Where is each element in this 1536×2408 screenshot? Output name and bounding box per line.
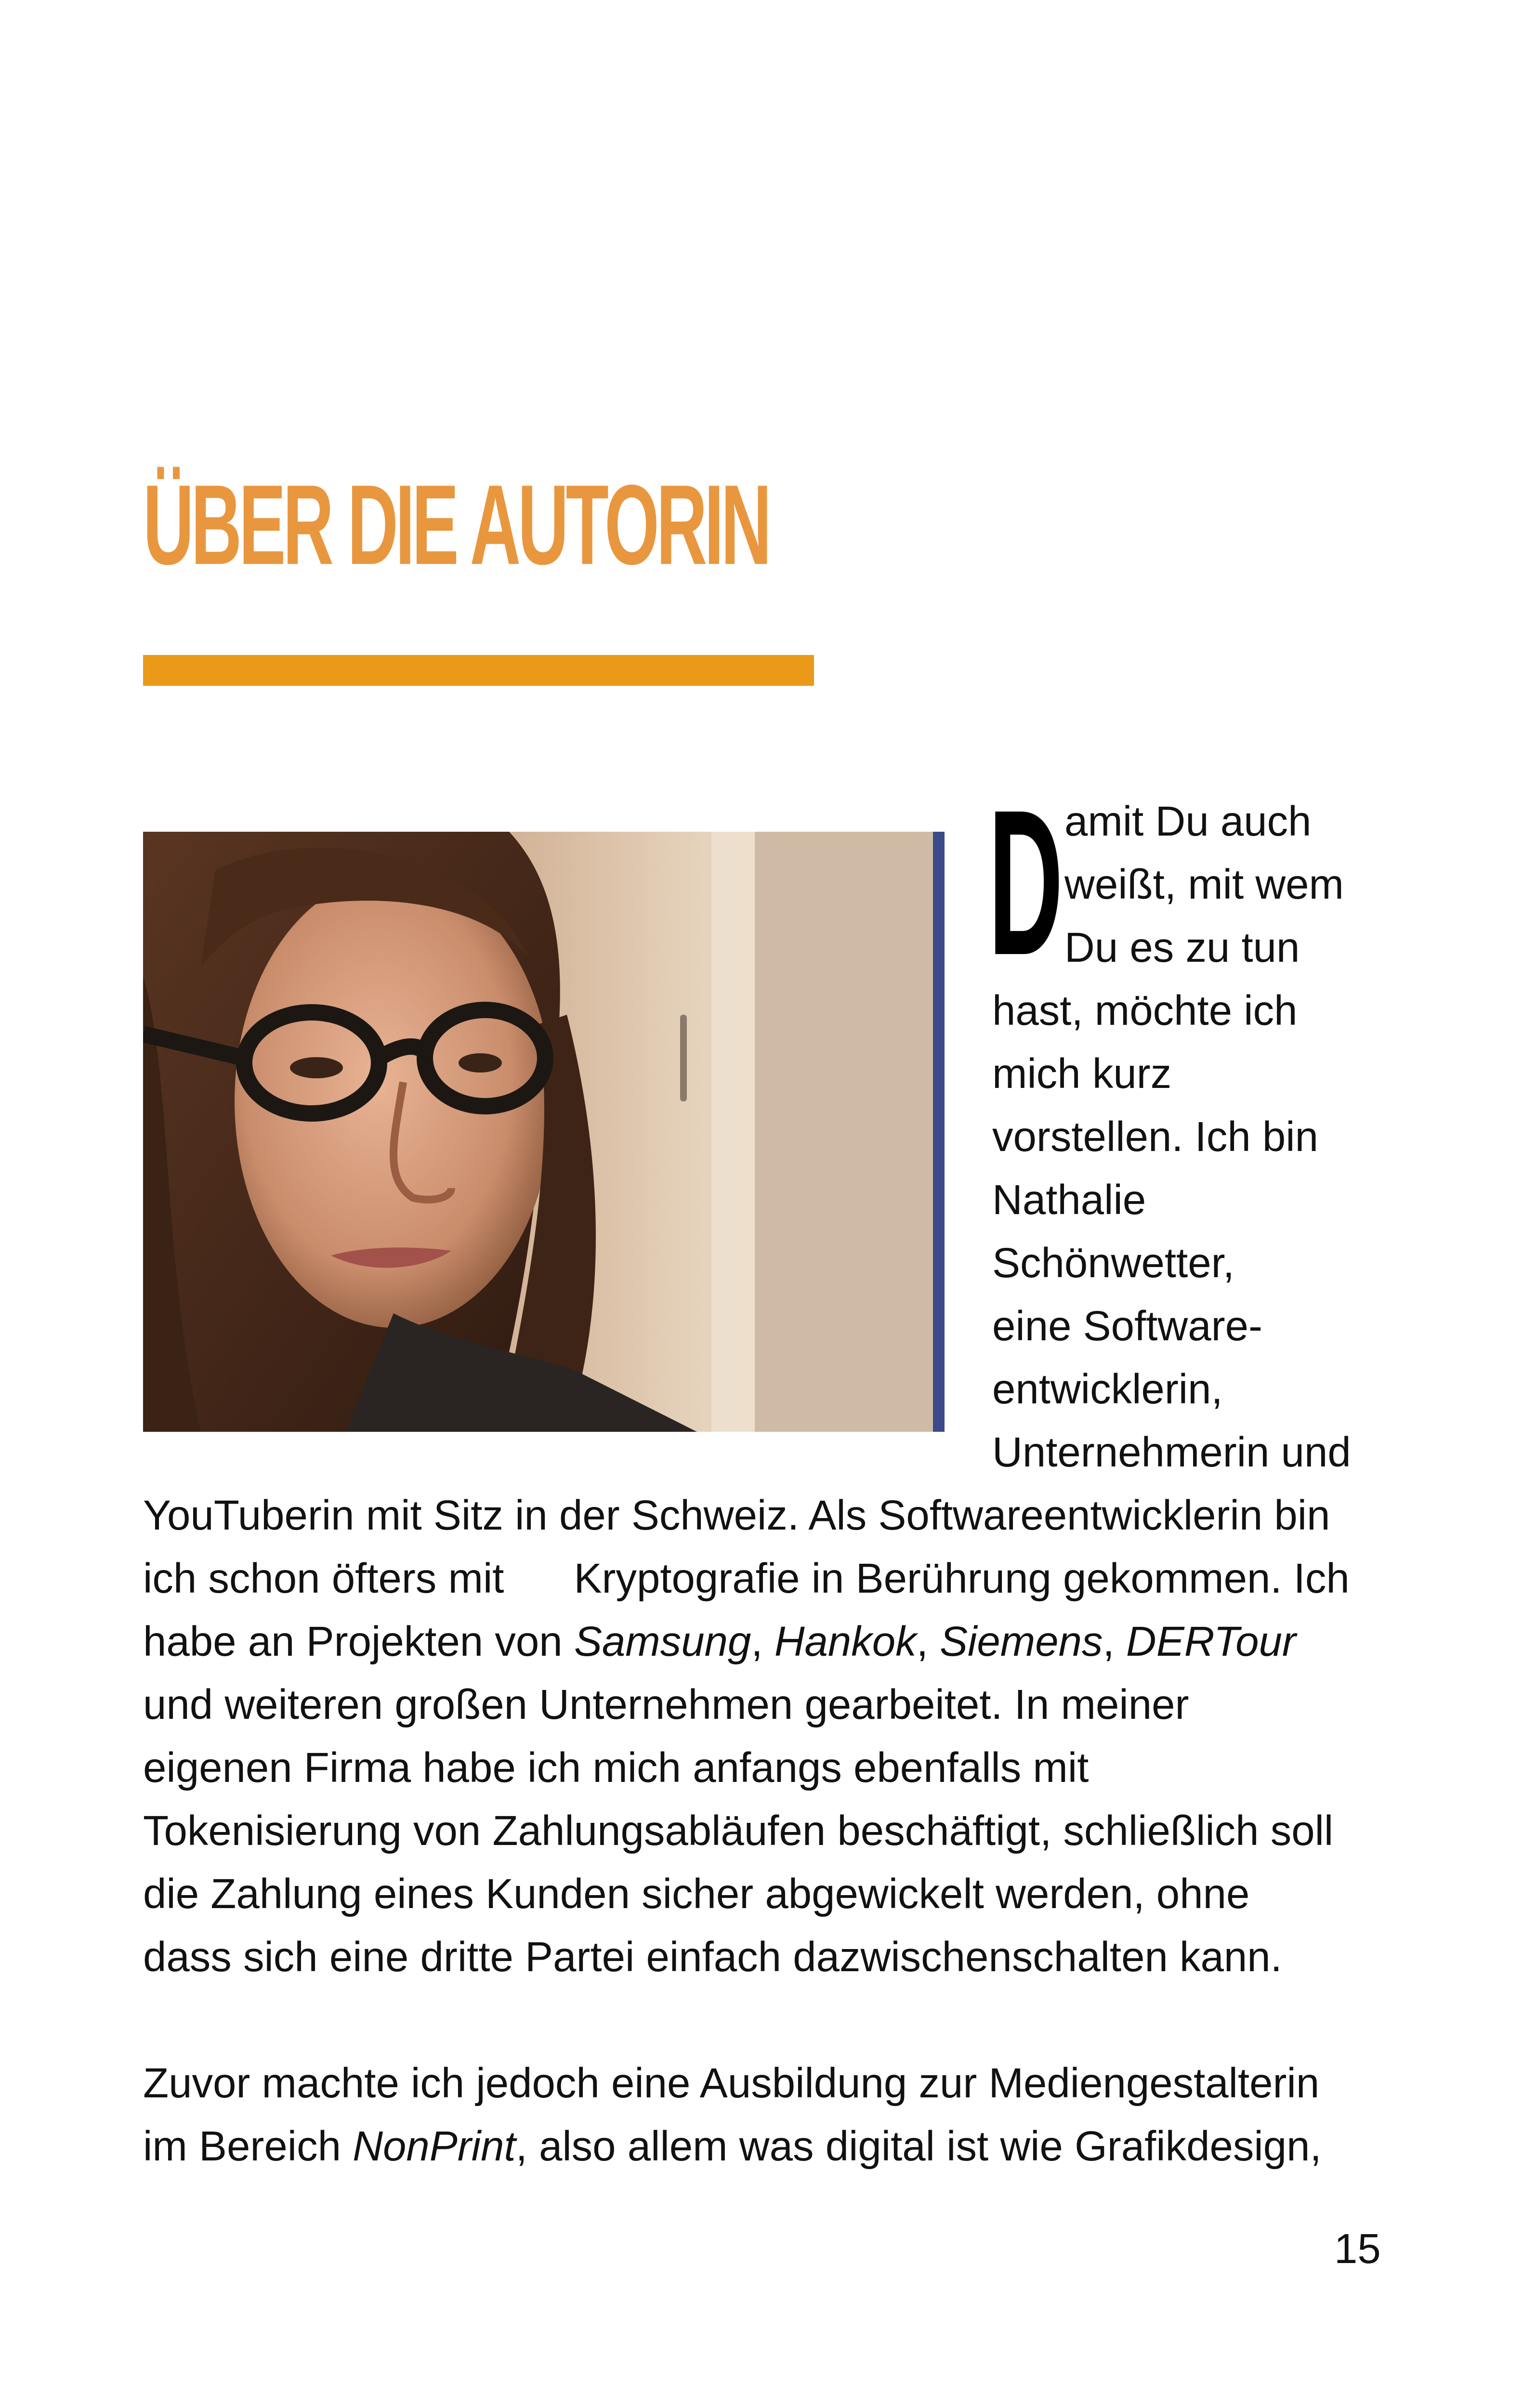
text-line — [143, 2115, 1376, 2178]
separator: , — [1103, 1618, 1126, 1665]
paragraph-break — [143, 1989, 1376, 2052]
separator: , — [916, 1618, 940, 1665]
text-line: dass sich eine dritte Partei einfach dazwischenschalten kann. — [143, 1934, 1282, 1980]
text-fragment: im Bereich — [143, 2123, 353, 2170]
separator: , — [751, 1618, 775, 1665]
text-line: die Zahlung eines Kunden sicher abgewickelt werden, ohne — [143, 1871, 1250, 1917]
company-dertour: DERTour — [1126, 1618, 1296, 1665]
text-line: amit Du auch — [1064, 798, 1312, 845]
section-title: ÜBER DIE AUTORIN — [143, 461, 769, 589]
company-siemens: Siemens — [940, 1618, 1103, 1665]
text-line: und weiteren großen Unternehmen gearbeitet. In meiner — [143, 1681, 1189, 1728]
text-line: mich kurz — [992, 1050, 1172, 1097]
text-line: YouTuberin mit Sitz in der Schweiz. Als Softwareentwicklerin bin — [143, 1492, 1330, 1539]
text-line: Du es zu tun — [1064, 924, 1300, 971]
text-line-companies — [143, 1610, 1376, 1673]
text-line: Zuvor machte ich jedoch eine Ausbildung zur Mediengestalterin — [143, 2060, 1320, 2107]
text-line: Schönwetter, — [992, 1240, 1234, 1286]
text-line: Tokenisierung von Zahlungsabläufen beschäftigt, schließlich soll — [143, 1807, 1334, 1854]
company-samsung: Samsung — [574, 1618, 751, 1665]
text-line: ich schon öfters mit Kryptografie in Berührung gekommen. Ich — [143, 1555, 1350, 1602]
text-fragment: habe an Projekten von — [143, 1618, 574, 1665]
drop-cap-letter: D — [988, 767, 1063, 998]
text-line: Unternehmerin und — [992, 1429, 1351, 1476]
text-line: eine Software- — [992, 1303, 1262, 1349]
company-hankok: Hankok — [774, 1618, 917, 1665]
text-line: weißt, mit wem — [1064, 861, 1344, 908]
text-fragment: , also allem was digital ist wie Grafikdesign, — [515, 2123, 1322, 2170]
title-underline-bar — [143, 655, 814, 686]
page-number: 15 — [1334, 2225, 1381, 2272]
text-line: Nathalie — [992, 1177, 1146, 1223]
text-line: entwicklerin, — [992, 1366, 1223, 1413]
text-line: hast, möchte ich — [992, 987, 1298, 1034]
body-text — [143, 767, 1376, 2178]
term-nonprint: NonPrint — [353, 2123, 516, 2170]
text-line: vorstellen. Ich bin — [992, 1113, 1319, 1160]
text-line: eigenen Firma habe ich mich anfangs ebenfalls mit — [143, 1744, 1089, 1791]
